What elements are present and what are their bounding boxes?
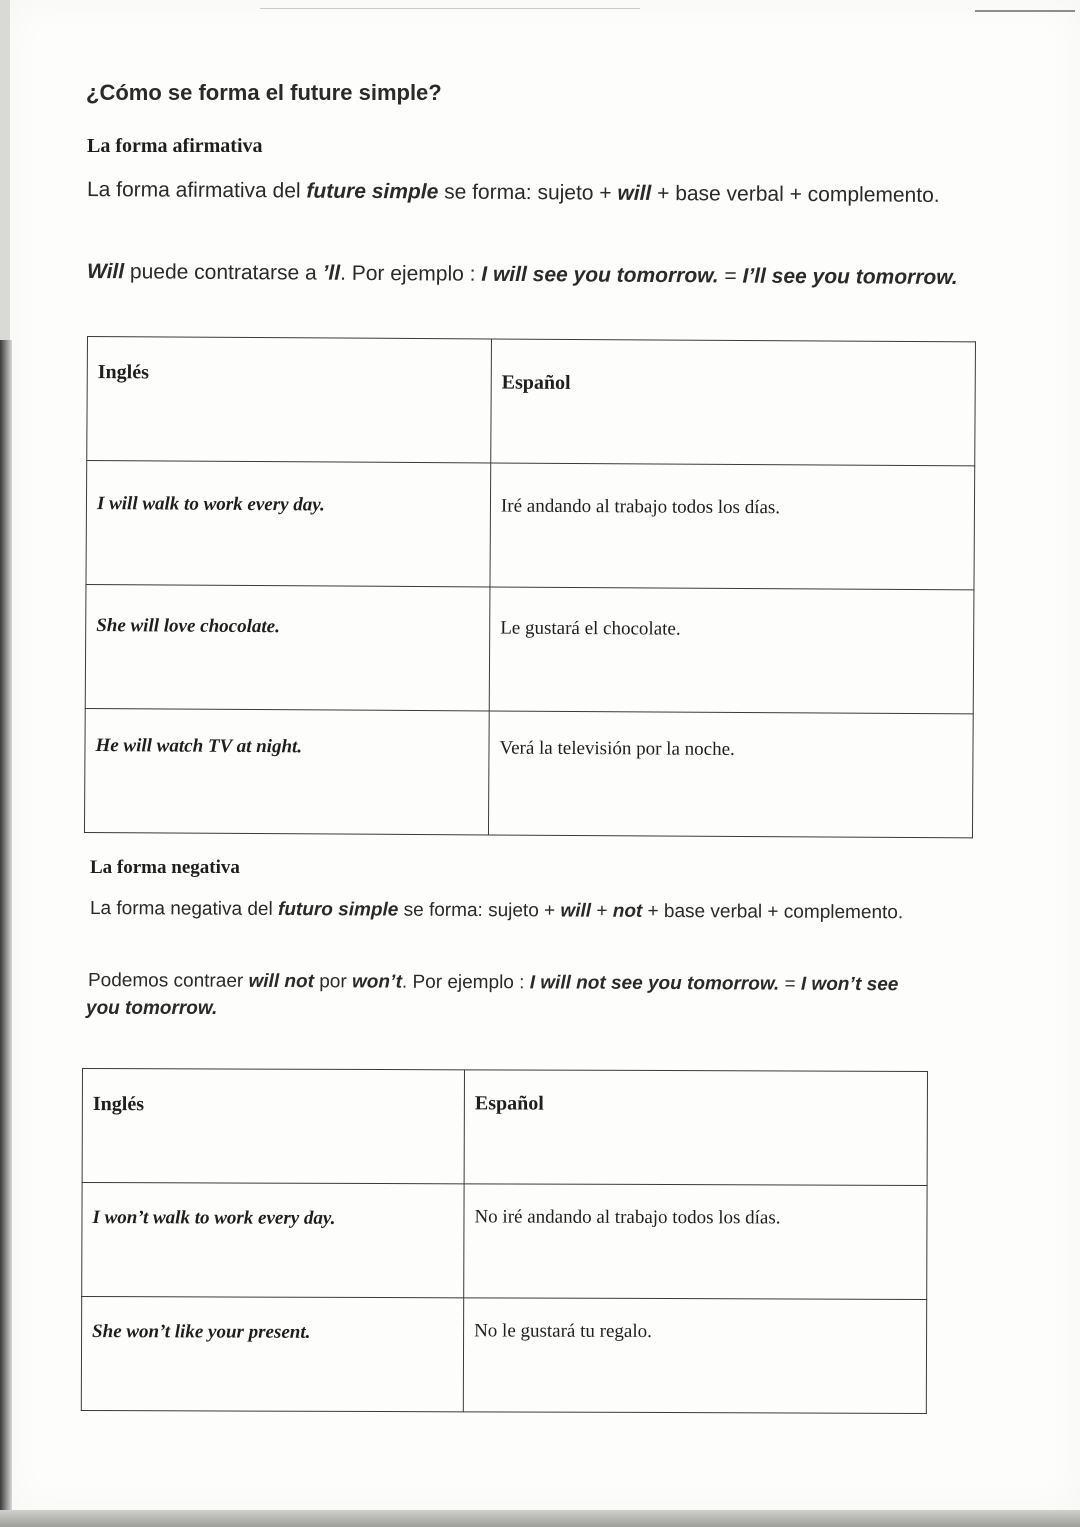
affirmative-rule-paragraph: La forma afirmativa del future simple se forma: sujeto + will + base verbal + complemento. <box>86 178 940 207</box>
negative-contraction-continuation: you tomorrow. <box>86 998 218 1019</box>
table-header-row <box>82 1069 927 1186</box>
english-cell: I will walk to work every day. <box>96 493 325 516</box>
contraction-example-paragraph: Will puede contratarse a ’ll. Por ejemplo : I will see you tomorrow. = I’ll see you tomorrow. <box>86 260 958 290</box>
english-cell: He will watch TV at night. <box>95 735 303 758</box>
english-cell: I won’t walk to work every day. <box>92 1207 336 1229</box>
table-row <box>82 1183 927 1300</box>
spanish-cell: Iré andando al trabajo todos los días. <box>500 495 781 519</box>
top-divider-line <box>260 8 640 9</box>
header-ingles: Inglés <box>92 1093 145 1116</box>
affirmative-table <box>84 336 976 838</box>
header-espanol: Español <box>501 371 571 394</box>
top-right-line <box>975 10 1075 12</box>
header-espanol: Español <box>474 1092 544 1115</box>
table-row <box>81 1297 926 1414</box>
negative-contraction-paragraph: Podemos contraer will not por won’t. Por ejemplo : I will not see you tomorrow. = I won’t see <box>87 970 899 996</box>
table-row <box>85 584 974 713</box>
negative-rule-paragraph: La forma negativa del futuro simple se forma: sujeto + will + not + base verbal + complemento. <box>89 898 904 924</box>
english-cell: She will love chocolate. <box>96 615 280 638</box>
spanish-cell: No le gustará tu regalo. <box>474 1320 652 1342</box>
scan-edge-left <box>0 340 12 1527</box>
table-row <box>86 461 975 590</box>
table-header-row <box>87 337 976 466</box>
negative-heading: La forma negativa <box>90 857 240 878</box>
page-title: ¿Cómo se forma el future simple? <box>86 80 442 105</box>
spanish-cell: No iré andando al trabajo todos los días. <box>474 1206 781 1229</box>
english-cell: She won’t like your present. <box>92 1321 311 1343</box>
header-ingles: Inglés <box>97 361 149 384</box>
negative-table <box>81 1068 928 1414</box>
spanish-cell: Verá la televisión por la noche. <box>499 737 735 760</box>
spanish-cell: Le gustará el chocolate. <box>500 617 681 640</box>
table-row <box>84 708 973 837</box>
scan-edge-bottom <box>0 1510 1080 1527</box>
affirmative-heading: La forma afirmativa <box>87 135 263 157</box>
